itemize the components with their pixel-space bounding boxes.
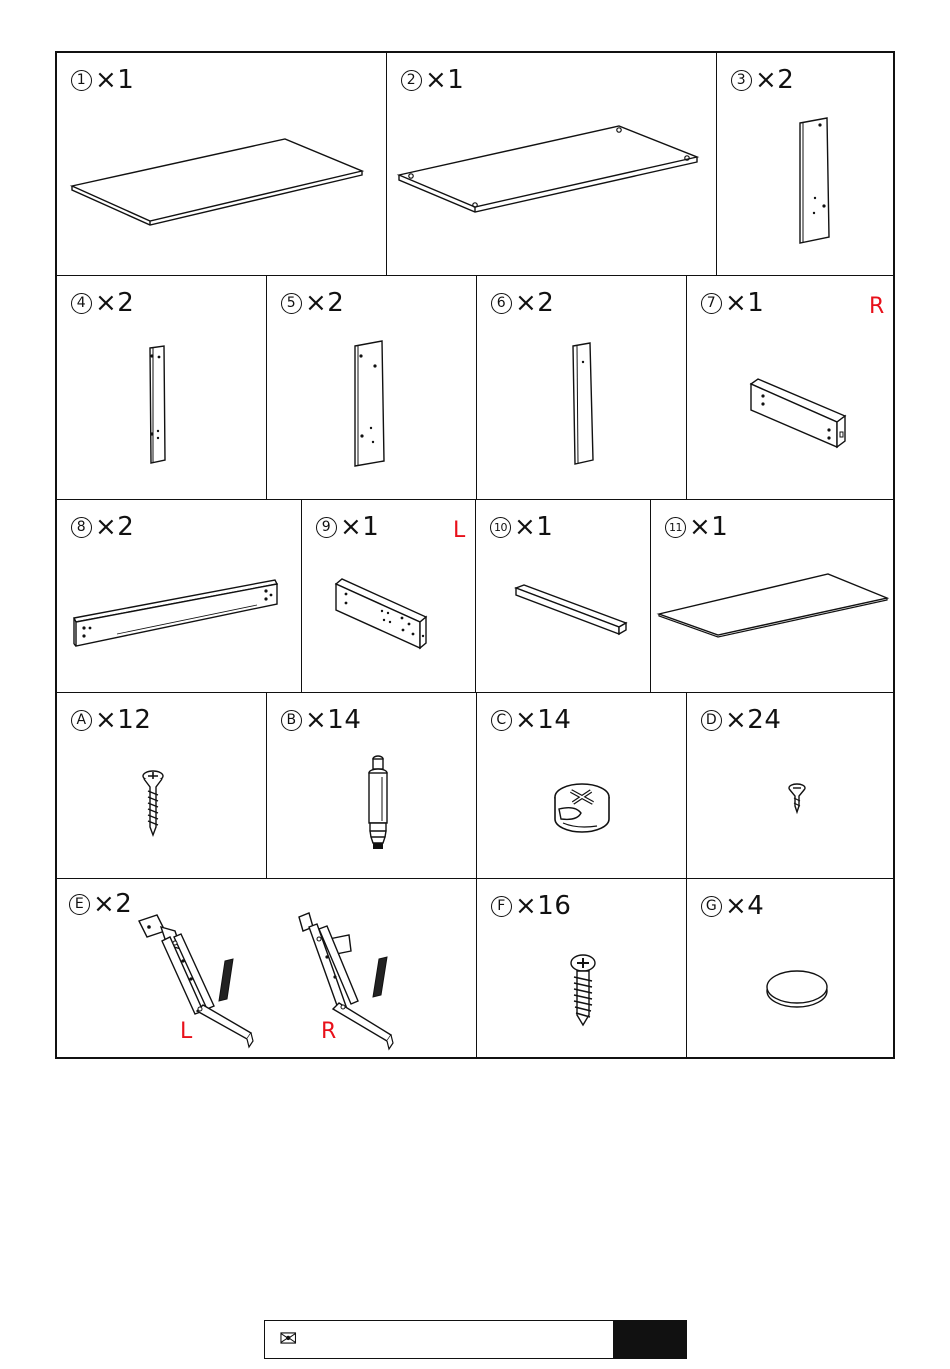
part-cell-11	[651, 500, 895, 693]
part-qty: ×2	[305, 288, 345, 318]
part-qty: ×1	[95, 65, 135, 95]
part-cell-3	[717, 53, 895, 276]
part-cell-2	[387, 53, 717, 276]
part-cell-A	[57, 693, 267, 879]
panel-3-drawing	[717, 53, 895, 276]
panel-5-drawing	[267, 276, 477, 500]
part-qty: ×1	[425, 65, 465, 95]
side-tag-left: L	[453, 518, 466, 543]
side-tag-right: R	[869, 294, 885, 319]
panel-4-drawing	[57, 276, 267, 500]
part-qty: ×2	[95, 288, 135, 318]
part-qty: ×2	[95, 512, 135, 542]
part-number: 10	[490, 517, 511, 538]
part-cell-9	[302, 500, 476, 693]
part-number: 4	[71, 293, 92, 314]
dowel-b-drawing	[267, 693, 477, 879]
parts-grid	[55, 51, 895, 1059]
part-qty: ×16	[515, 891, 572, 921]
part-number: 5	[281, 293, 302, 314]
screw-f-drawing	[477, 879, 687, 1059]
part-number: 8	[71, 517, 92, 538]
screw-a-drawing	[57, 693, 267, 879]
part-number: 6	[491, 293, 512, 314]
panel-10-drawing	[476, 500, 651, 693]
part-qty: ×4	[725, 891, 765, 921]
part-cell-B	[267, 693, 477, 879]
part-number: 11	[665, 517, 686, 538]
cam-lock-c-drawing	[477, 693, 687, 879]
part-cell-8	[57, 500, 302, 693]
part-number: E	[69, 894, 90, 915]
hinge-tag-right: R	[321, 1019, 337, 1044]
panel-1-drawing	[57, 53, 387, 276]
part-number: C	[491, 710, 512, 731]
footer-black-block	[613, 1321, 686, 1358]
part-number: 2	[401, 70, 422, 91]
panel-7-drawing	[687, 276, 895, 500]
hinge-tag-left: L	[180, 1019, 193, 1044]
part-number: A	[71, 710, 92, 731]
part-qty: ×24	[725, 705, 782, 735]
part-qty: ×2	[515, 288, 555, 318]
part-qty: ×2	[755, 65, 795, 95]
part-qty: ×14	[515, 705, 572, 735]
part-qty: ×1	[725, 288, 765, 318]
part-qty: ×1	[514, 512, 554, 542]
pad-g-drawing	[687, 879, 895, 1059]
part-cell-F	[477, 879, 687, 1059]
part-number: F	[491, 896, 512, 917]
part-cell-G	[687, 879, 895, 1059]
part-qty: ×12	[95, 705, 152, 735]
part-cell-10	[476, 500, 651, 693]
part-cell-E	[57, 879, 477, 1059]
part-cell-1	[57, 53, 387, 276]
part-qty: ×2	[93, 889, 133, 919]
part-qty: ×14	[305, 705, 362, 735]
part-cell-D	[687, 693, 895, 879]
part-number: 7	[701, 293, 722, 314]
part-cell-6	[477, 276, 687, 500]
part-number: 1	[71, 70, 92, 91]
part-qty: ×1	[340, 512, 380, 542]
footer-bar	[264, 1320, 687, 1359]
panel-2-drawing	[387, 53, 717, 276]
mail-icon: ✉	[279, 1327, 298, 1352]
part-qty: ×1	[689, 512, 729, 542]
screw-d-drawing	[687, 693, 895, 879]
panel-11-drawing	[651, 500, 895, 693]
part-cell-7	[687, 276, 895, 500]
hinge-drawing	[57, 879, 477, 1059]
panel-9-drawing	[302, 500, 476, 693]
part-cell-4	[57, 276, 267, 500]
part-number: 9	[316, 517, 337, 538]
part-number: D	[701, 710, 722, 731]
part-number: B	[281, 710, 302, 731]
part-number: 3	[731, 70, 752, 91]
panel-8-drawing	[57, 500, 302, 693]
part-cell-C	[477, 693, 687, 879]
part-number: G	[701, 896, 722, 917]
panel-6-drawing	[477, 276, 687, 500]
part-cell-5	[267, 276, 477, 500]
